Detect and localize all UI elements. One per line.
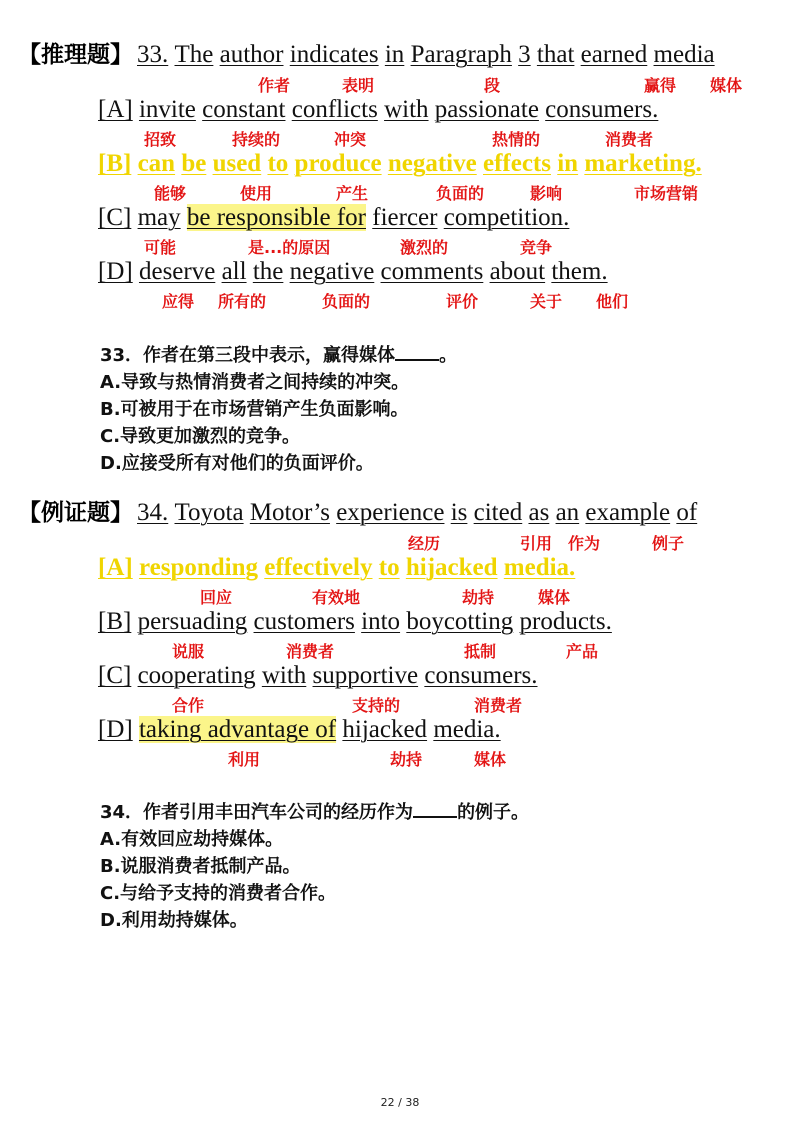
option-label: [D] bbox=[98, 716, 133, 743]
word: author bbox=[219, 41, 284, 68]
q34-translation-d: D.利用劫持媒体。 bbox=[100, 910, 248, 931]
highlighted-phrase: be responsible for bbox=[186, 204, 366, 231]
gloss: 他们 bbox=[596, 292, 629, 311]
gloss: 媒体 bbox=[710, 76, 743, 95]
option-label: [C] bbox=[98, 204, 132, 231]
gloss: 能够 bbox=[154, 184, 187, 203]
word: conflicts bbox=[291, 96, 378, 123]
gloss: 消费者 bbox=[605, 130, 654, 149]
q33-translation-b: B.可被用于在市场营销产生负面影响。 bbox=[100, 399, 409, 420]
word: effects bbox=[482, 150, 551, 177]
gloss: 关于 bbox=[530, 292, 563, 311]
gloss: 作为 bbox=[568, 534, 601, 553]
gloss: 招致 bbox=[144, 130, 177, 149]
word: constant bbox=[202, 96, 286, 123]
word: used bbox=[212, 150, 262, 177]
q34-translation-b: B.说服消费者抵制产品。 bbox=[100, 856, 301, 877]
word: 3 bbox=[518, 41, 531, 68]
gloss: 负面的 bbox=[436, 184, 485, 203]
gloss: 劫持 bbox=[390, 750, 423, 769]
word: hijacked bbox=[342, 716, 428, 743]
gloss: 评价 bbox=[446, 292, 479, 311]
word: products. bbox=[519, 608, 612, 635]
q34-translation-a: A.有效回应劫持媒体。 bbox=[100, 829, 284, 850]
gloss: 作者 bbox=[258, 76, 291, 95]
question-type-tag: 【例证题】 bbox=[18, 500, 133, 526]
q34-translation-c: C.与给予支持的消费者合作。 bbox=[100, 883, 337, 904]
word: in bbox=[384, 41, 405, 68]
highlighted-phrase: taking advantage of bbox=[138, 716, 337, 743]
word: media. bbox=[433, 716, 501, 743]
gloss: 表明 bbox=[342, 76, 375, 95]
word: comments bbox=[380, 258, 484, 285]
word: in bbox=[557, 150, 579, 177]
gloss: 说服 bbox=[172, 642, 205, 661]
q33-translation-a: A.导致与热情消费者之间持续的冲突。 bbox=[100, 372, 410, 393]
gloss: 有效地 bbox=[312, 588, 361, 607]
word: with bbox=[261, 662, 307, 689]
word: to bbox=[267, 150, 289, 177]
q34-option-d bbox=[98, 715, 501, 745]
word: experience bbox=[336, 499, 445, 526]
q33-stem bbox=[18, 40, 715, 70]
word: an bbox=[555, 499, 580, 526]
gloss: 影响 bbox=[530, 184, 563, 203]
gloss: 消费者 bbox=[474, 696, 523, 715]
gloss: 负面的 bbox=[322, 292, 371, 311]
word: as bbox=[528, 499, 550, 526]
option-label: [C] bbox=[98, 662, 132, 689]
word: about bbox=[489, 258, 546, 285]
gloss: 市场营销 bbox=[634, 184, 699, 203]
word: consumers. bbox=[545, 96, 659, 123]
gloss: 引用 bbox=[520, 534, 553, 553]
word: hijacked bbox=[405, 554, 498, 581]
word: is bbox=[450, 499, 468, 526]
q34-option-a-correct-answer bbox=[98, 553, 575, 583]
gloss: 媒体 bbox=[474, 750, 507, 769]
word: Motor’s bbox=[249, 499, 330, 526]
word: may bbox=[137, 204, 181, 231]
q34-translation-stem: 34．作者引用丰田汽车公司的经历作为 的例子。 bbox=[100, 802, 530, 823]
q34-option-c bbox=[98, 661, 538, 691]
word: consumers. bbox=[424, 662, 538, 689]
gloss: 回应 bbox=[200, 588, 233, 607]
word: indicates bbox=[289, 41, 379, 68]
question-number: 33. bbox=[137, 41, 169, 68]
word: passionate bbox=[434, 96, 539, 123]
gloss: 热情的 bbox=[492, 130, 541, 149]
gloss: 冲突 bbox=[334, 130, 367, 149]
q33-translation-d: D.应接受所有对他们的负面评价。 bbox=[100, 453, 374, 474]
word: produce bbox=[294, 150, 382, 177]
q34-option-b bbox=[98, 607, 612, 637]
gloss: 支持的 bbox=[352, 696, 401, 715]
answer-blank bbox=[413, 800, 457, 818]
word: can bbox=[137, 150, 176, 177]
word: cited bbox=[473, 499, 523, 526]
word: The bbox=[174, 41, 214, 68]
gloss: 赢得 bbox=[644, 76, 677, 95]
q33-option-d bbox=[98, 257, 608, 287]
q33-option-a bbox=[98, 95, 658, 125]
gloss: 消费者 bbox=[286, 642, 335, 661]
word: negative bbox=[289, 258, 375, 285]
word: media bbox=[653, 41, 715, 68]
question-type-tag: 【推理题】 bbox=[18, 42, 133, 68]
word: be bbox=[181, 150, 207, 177]
word: competition. bbox=[443, 204, 570, 231]
gloss: 合作 bbox=[172, 696, 205, 715]
gloss: 可能 bbox=[144, 238, 177, 257]
word: persuading bbox=[137, 608, 248, 635]
word: the bbox=[252, 258, 284, 285]
option-label: [B] bbox=[98, 608, 132, 635]
word: negative bbox=[387, 150, 477, 177]
word: marketing. bbox=[584, 150, 702, 177]
word: supportive bbox=[312, 662, 419, 689]
gloss: 所有的 bbox=[218, 292, 267, 311]
gloss: 竞争 bbox=[520, 238, 553, 257]
gloss: 利用 bbox=[228, 750, 261, 769]
gloss: 段 bbox=[484, 76, 501, 95]
q34-stem bbox=[18, 498, 697, 528]
gloss: 产生 bbox=[336, 184, 369, 203]
page-number: 22 / 38 bbox=[380, 1096, 420, 1109]
word: fiercer bbox=[372, 204, 438, 231]
gloss: 是...的原因 bbox=[248, 238, 331, 257]
q33-option-b-correct-answer bbox=[98, 149, 702, 179]
gloss: 例子 bbox=[652, 534, 685, 553]
gloss: 劫持 bbox=[462, 588, 495, 607]
q33-translation-c: C.导致更加激烈的竞争。 bbox=[100, 426, 301, 447]
gloss: 应得 bbox=[162, 292, 195, 311]
word: deserve bbox=[138, 258, 216, 285]
question-number: 34. bbox=[137, 499, 169, 526]
word: example bbox=[585, 499, 671, 526]
word: Toyota bbox=[174, 499, 244, 526]
gloss: 使用 bbox=[240, 184, 273, 203]
option-label: [B] bbox=[98, 150, 132, 177]
gloss: 媒体 bbox=[538, 588, 571, 607]
word: of bbox=[676, 499, 698, 526]
word: Paragraph bbox=[410, 41, 512, 68]
word: to bbox=[378, 554, 400, 581]
word: into bbox=[361, 608, 401, 635]
gloss: 经历 bbox=[408, 534, 441, 553]
answer-blank bbox=[395, 343, 439, 361]
word: customers bbox=[253, 608, 355, 635]
word: all bbox=[221, 258, 247, 285]
q33-translation-stem: 33．作者在第三段中表示，赢得媒体 。 bbox=[100, 345, 458, 366]
word: media. bbox=[503, 554, 576, 581]
option-label: [A] bbox=[98, 554, 133, 581]
gloss: 产品 bbox=[566, 642, 599, 661]
word: cooperating bbox=[137, 662, 256, 689]
gloss: 持续的 bbox=[232, 130, 281, 149]
option-label: [D] bbox=[98, 258, 133, 285]
word: earned bbox=[580, 41, 648, 68]
option-label: [A] bbox=[98, 96, 133, 123]
word: them. bbox=[551, 258, 608, 285]
gloss: 激烈的 bbox=[400, 238, 449, 257]
word: effectively bbox=[264, 554, 373, 581]
word: with bbox=[384, 96, 429, 123]
word: boycotting bbox=[406, 608, 514, 635]
word: responding bbox=[138, 554, 258, 581]
q33-option-c bbox=[98, 203, 569, 233]
word: that bbox=[536, 41, 575, 68]
word: invite bbox=[138, 96, 196, 123]
gloss: 抵制 bbox=[464, 642, 497, 661]
